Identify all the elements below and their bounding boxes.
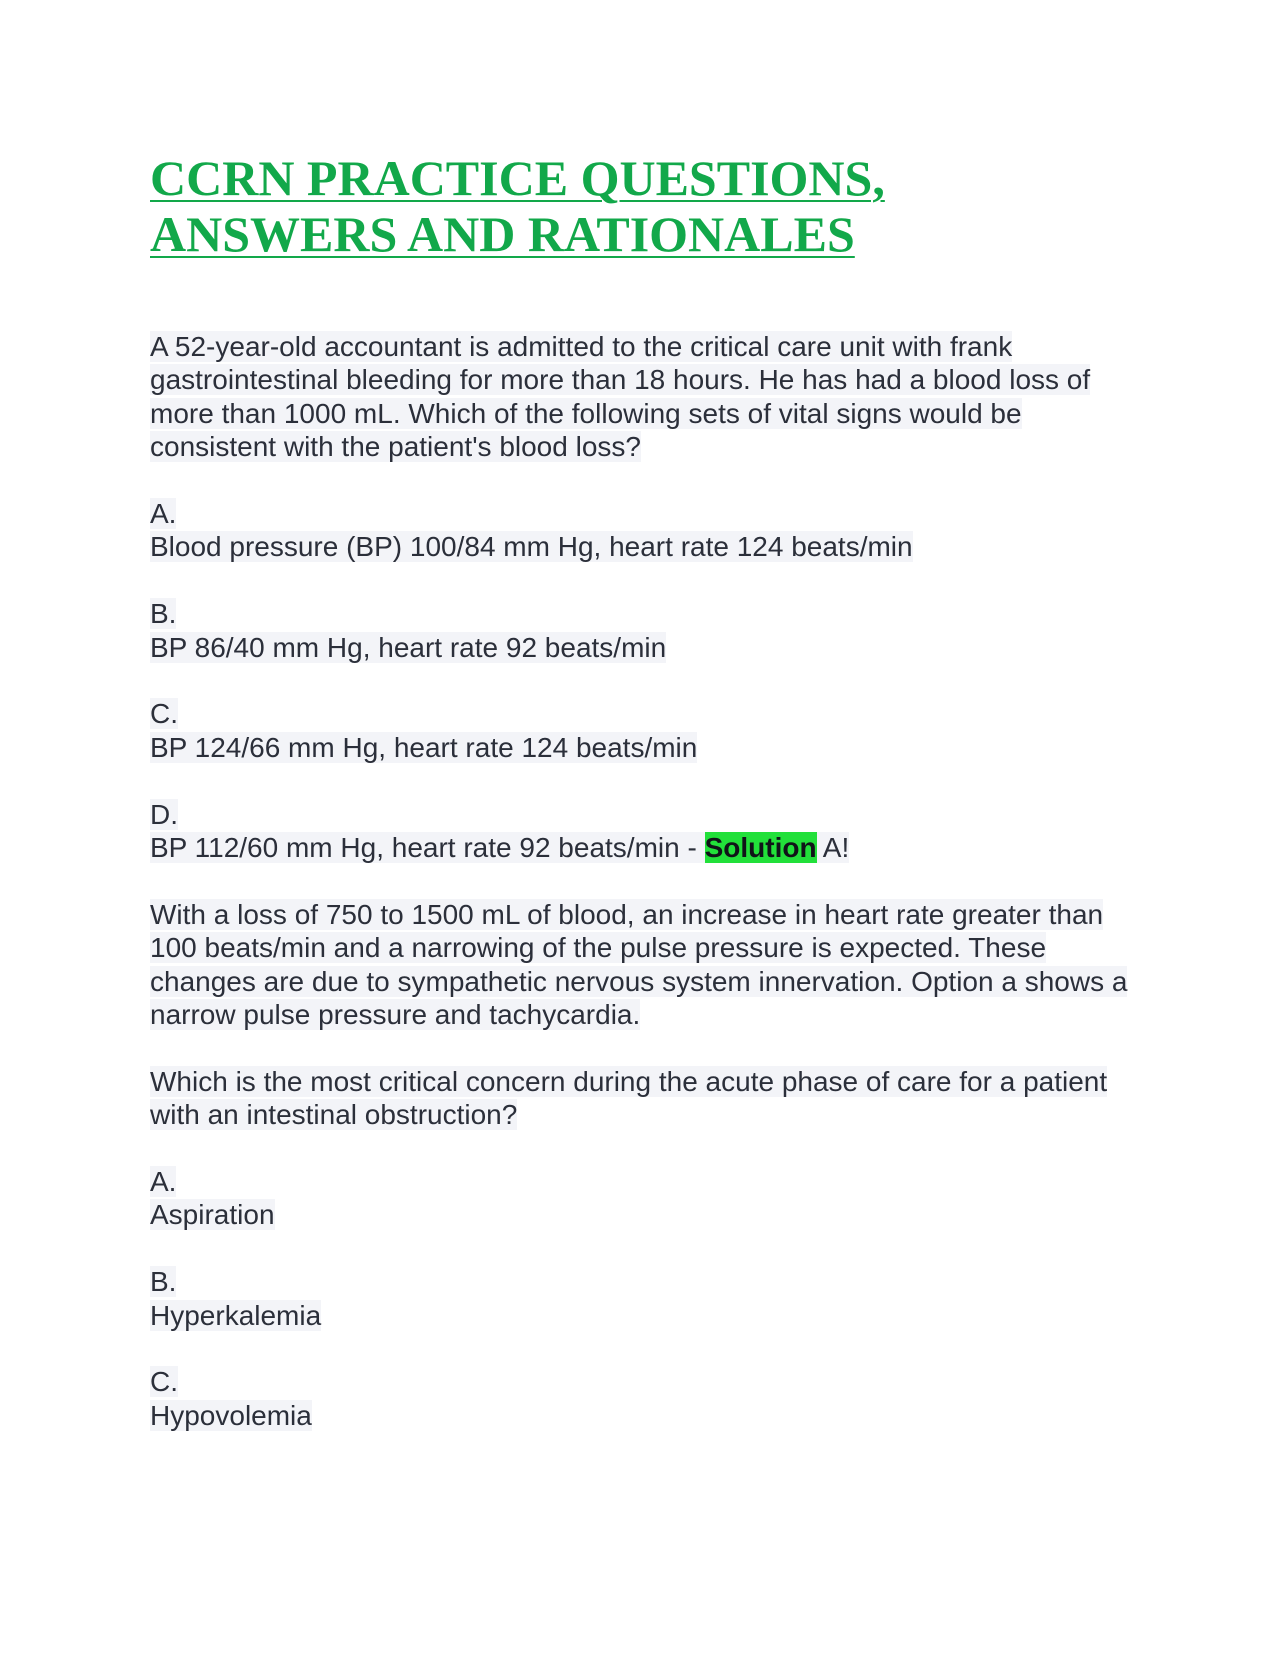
question-1-text: A 52-year-old accountant is admitted to the critical care unit with frank gastrointestinal bleeding for more than 18 hours. He has had a blood loss of more than 1000 mL. Which of the following sets of vital signs would be consistent with the patient's blood loss? bbox=[150, 331, 1091, 463]
option-letter: C. bbox=[150, 698, 178, 730]
option-text: Hyperkalemia bbox=[150, 1299, 322, 1331]
option-text: BP 124/66 mm Hg, heart rate 124 beats/min bbox=[150, 731, 698, 763]
document-content bbox=[150, 330, 1130, 1466]
option-letter: A. bbox=[150, 498, 177, 530]
option-letter: B. bbox=[150, 1266, 177, 1298]
question-2-text: Which is the most critical concern during the acute phase of care for a patient with an intestinal obstruction? bbox=[150, 1065, 1108, 1131]
title-line-1: CCRN PRACTICE QUESTIONS, bbox=[150, 150, 885, 206]
solution-answer: A! bbox=[816, 832, 850, 864]
option-letter: C. bbox=[150, 1366, 178, 1398]
question-1-option-b bbox=[150, 597, 1130, 664]
option-text: BP 86/40 mm Hg, heart rate 92 beats/min bbox=[150, 631, 667, 663]
option-letter: A. bbox=[150, 1166, 177, 1198]
title-line-2: ANSWERS AND RATIONALES bbox=[150, 206, 855, 262]
question-1-option-d bbox=[150, 798, 1130, 865]
option-text: Hypovolemia bbox=[150, 1399, 312, 1431]
document-title bbox=[150, 150, 1150, 262]
option-letter: D. bbox=[150, 798, 178, 830]
question-1-option-a bbox=[150, 497, 1130, 564]
question-1-rationale: With a loss of 750 to 1500 mL of blood, an increase in heart rate greater than 100 beats/min and a narrowing of the pulse pressure is expected. These changes are due to sympathetic nervous system innervation. Option a shows a narrow pulse pressure and tachycardia. bbox=[150, 898, 1128, 1031]
question-2-option-b bbox=[150, 1265, 1130, 1332]
question-1-option-c bbox=[150, 697, 1130, 764]
option-text: Blood pressure (BP) 100/84 mm Hg, heart rate 124 beats/min bbox=[150, 531, 913, 563]
option-text: BP 112/60 mm Hg, heart rate 92 beats/min - bbox=[150, 832, 705, 864]
question-2-option-c bbox=[150, 1365, 1130, 1432]
option-letter: B. bbox=[150, 598, 177, 630]
option-text: Aspiration bbox=[150, 1199, 275, 1231]
solution-label: Solution bbox=[704, 832, 817, 864]
question-2-option-a bbox=[150, 1165, 1130, 1232]
